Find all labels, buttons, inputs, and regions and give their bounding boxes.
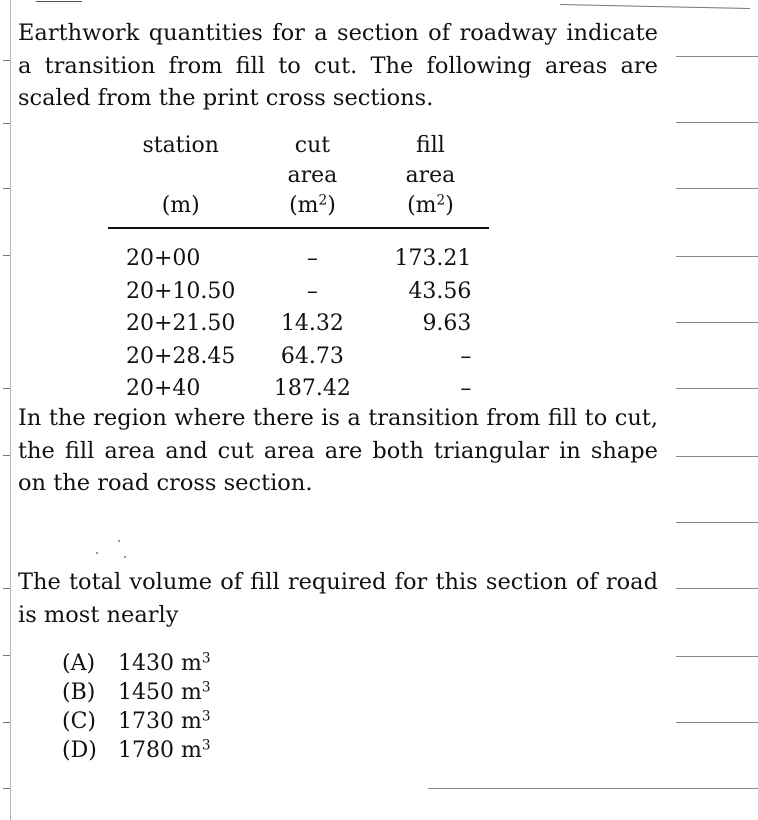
cut-unit-close: ) (327, 193, 336, 218)
bottom-rule (428, 788, 758, 789)
station-cell: 20+10.50 (126, 278, 236, 304)
margin-rule (676, 588, 758, 589)
option-value: 1450 m (118, 680, 202, 705)
option-letter: (D) (62, 738, 97, 763)
cross-section-areas-table (108, 131, 489, 406)
station-cell: 20+40 (126, 376, 201, 401)
option-value: 1780 m (118, 738, 202, 763)
answer-options (62, 649, 211, 765)
margin-rule (676, 522, 758, 523)
margin-rule (676, 122, 758, 123)
margin-rule (676, 56, 758, 57)
option-value: 1430 m (118, 651, 202, 676)
answer-option-b[interactable] (62, 678, 211, 707)
answer-option-c[interactable] (62, 707, 211, 736)
scan-speck (118, 540, 120, 542)
fill-area-cell: – (460, 376, 472, 401)
fill-area-header: fill area (405, 133, 456, 188)
cut-area-cell: 14.32 (280, 311, 344, 336)
cut-area-cell: – (306, 246, 318, 271)
margin-tick (3, 788, 10, 789)
margin-tick (3, 722, 10, 723)
margin-tick (3, 123, 10, 124)
margin-rule (676, 722, 758, 723)
fill-area-cell: 9.63 (422, 311, 472, 336)
option-letter: (A) (62, 651, 96, 676)
question-paragraph: The total volume of fill required for this section of road is most nearly (18, 569, 658, 628)
margin-tick (3, 188, 10, 189)
top-right-edge-line (560, 4, 750, 9)
margin-tick (3, 60, 10, 61)
margin-rule (676, 388, 758, 389)
cut-unit-exponent: 2 (318, 192, 328, 209)
station-unit: (m) (108, 191, 253, 228)
fill-area-cell: 43.56 (408, 278, 472, 304)
cut-area-header: cut area (287, 133, 338, 188)
cut-area-cell: – (306, 278, 318, 304)
table-row (108, 308, 489, 341)
option-exponent: 3 (201, 737, 211, 754)
margin-rule (676, 456, 758, 457)
scan-speck (96, 552, 98, 554)
option-letter: (B) (62, 680, 96, 705)
transition-paragraph: In the region where there is a transition from fill to cut, the fill area and cut area are both triangular in shape on the road cross section. (18, 405, 658, 496)
intro-paragraph: Earthwork quantities for a section of roadway indicate a transition from fill to cut. The following areas are scaled from the print cross sections. (18, 20, 658, 111)
option-exponent: 3 (201, 708, 211, 725)
station-cell: 20+21.50 (126, 311, 236, 336)
table-header-row (108, 131, 489, 191)
margin-rule (676, 188, 758, 189)
fill-area-cell: – (460, 343, 472, 369)
fill-unit-exponent: 2 (436, 192, 446, 209)
table-row (108, 276, 489, 309)
table-row (108, 228, 489, 276)
cut-area-cell: 64.73 (280, 343, 344, 369)
station-cell: 20+28.45 (126, 343, 236, 369)
cut-unit-base: (m (289, 193, 319, 218)
top-edge-line (36, 1, 82, 2)
left-margin-line (10, 0, 11, 820)
fill-area-cell: 173.21 (394, 246, 472, 271)
scan-speck (124, 556, 126, 558)
table-unit-row (108, 191, 489, 228)
option-exponent: 3 (201, 679, 211, 696)
margin-rule (676, 322, 758, 323)
answer-option-a[interactable] (62, 649, 211, 678)
option-value: 1730 m (118, 709, 202, 734)
cut-area-unit (253, 191, 371, 228)
margin-tick (3, 655, 10, 656)
cut-area-cell: 187.42 (273, 376, 351, 401)
station-cell: 20+00 (126, 246, 201, 271)
table-row (108, 341, 489, 374)
fill-area-unit (371, 191, 489, 228)
margin-tick (3, 255, 10, 256)
fill-unit-close: ) (445, 193, 454, 218)
station-header: station (142, 133, 219, 158)
margin-rule (676, 656, 758, 657)
answer-option-d[interactable] (62, 736, 211, 765)
table-row (108, 373, 489, 406)
option-exponent: 3 (201, 650, 211, 667)
margin-rule (676, 256, 758, 257)
margin-tick (3, 588, 10, 589)
fill-unit-base: (m (407, 193, 437, 218)
margin-tick (3, 455, 10, 456)
option-letter: (C) (62, 709, 96, 734)
margin-tick (3, 388, 10, 389)
